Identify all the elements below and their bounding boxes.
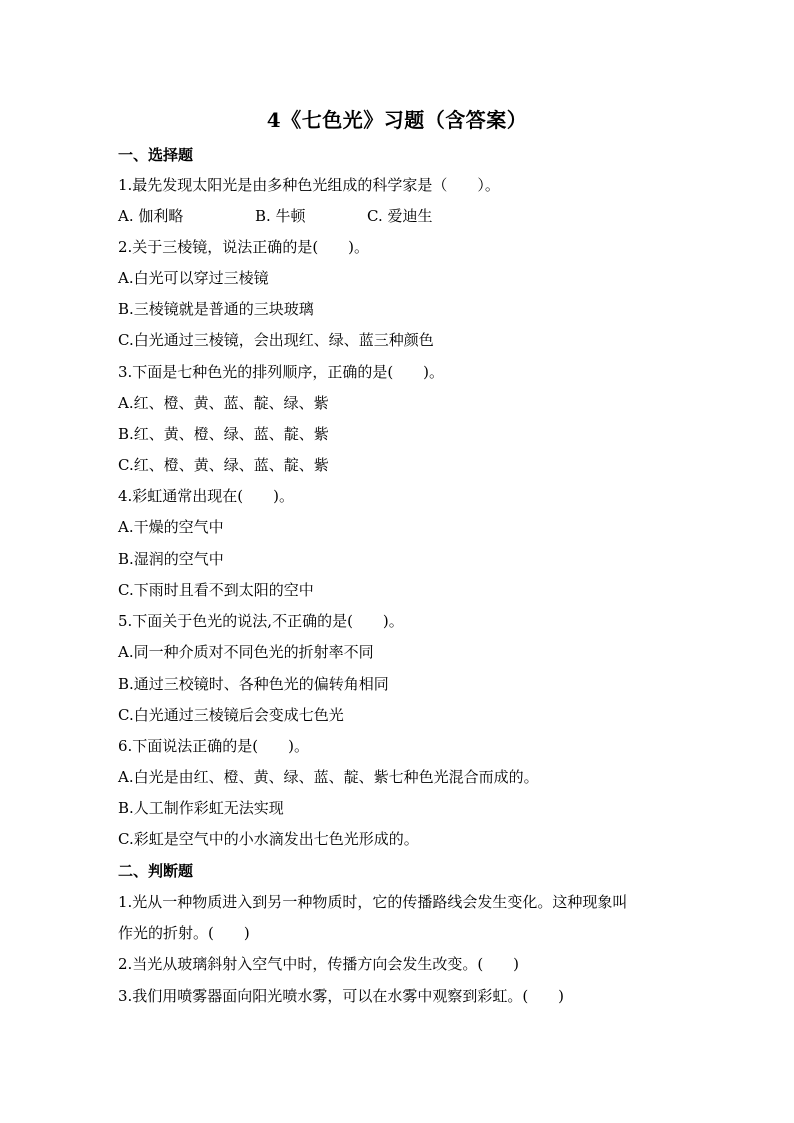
question-1-option-b: B. 牛顿 [255,207,306,225]
question-4-option-a: A.干燥的空气中 [118,518,224,536]
document-title: 4《七色光》习题（含答案） [266,108,528,132]
question-4-stem: 4.彩虹通常出现在( )。 [118,487,295,505]
question-4-option-b: B.湿润的空气中 [118,550,224,568]
question-6-option-a: A.白光是由红、橙、黄、绿、蓝、靛、紫七种色光混合而成的。 [118,768,539,786]
question-5-option-a: A.同一种介质对不同色光的折射率不同 [118,643,374,661]
question-1-option-c: C. 爱迪生 [367,207,433,225]
question-3-option-c: C.红、橙、黄、绿、蓝、靛、紫 [118,456,329,474]
section-heading-choice: 一、选择题 [118,146,194,164]
question-6-option-c: C.彩虹是空气中的小水滴发出七色光形成的。 [118,830,419,848]
question-6-option-b: B.人工制作彩虹无法实现 [118,799,284,817]
question-1-option-a: A. 伽利略 [118,207,184,225]
judgement-2: 2.当光从玻璃斜射入空气中时，传播方向会发生改变。( ) [118,955,520,973]
question-2-stem: 2.关于三棱镜，说法正确的是( )。 [118,238,370,256]
question-5-option-b: B.通过三校镜时、各种色光的偏转角相同 [118,675,389,693]
question-2-option-b: B.三棱镜就是普通的三块玻璃 [118,300,314,318]
question-2-option-a: A.白光可以穿过三棱镜 [118,269,269,287]
section-heading-judgement: 二、判断题 [118,862,194,880]
judgement-1-line-1: 1.光从一种物质进入到另一种物质时，它的传播路线会发生变化。这种现象叫 [118,893,628,911]
question-6-stem: 6.下面说法正确的是( )。 [118,737,310,755]
question-1-options [118,206,432,226]
judgement-1-line-2: 作光的折射。( ) [118,924,250,942]
question-1-stem: 1.最先发现太阳光是由多种色光组成的科学家是（ ）。 [118,176,500,194]
question-3-option-b: B.红、黄、橙、绿、蓝、靛、紫 [118,425,329,443]
judgement-3: 3.我们用喷雾器面向阳光喷水雾，可以在水雾中观察到彩虹。( ) [118,987,565,1005]
question-3-stem: 3.下面是七种色光的排列顺序，正确的是( )。 [118,363,445,381]
question-3-option-a: A.红、橙、黄、蓝、靛、绿、紫 [118,394,329,412]
question-4-option-c: C.下雨时且看不到太阳的空中 [118,581,314,599]
question-2-option-c: C.白光通过三棱镜，会出现红、绿、蓝三种颜色 [118,331,434,349]
question-5-stem: 5.下面关于色光的说法,不正确的是( )。 [118,612,404,630]
question-5-option-c: C.白光通过三棱镜后会变成七色光 [118,706,344,724]
